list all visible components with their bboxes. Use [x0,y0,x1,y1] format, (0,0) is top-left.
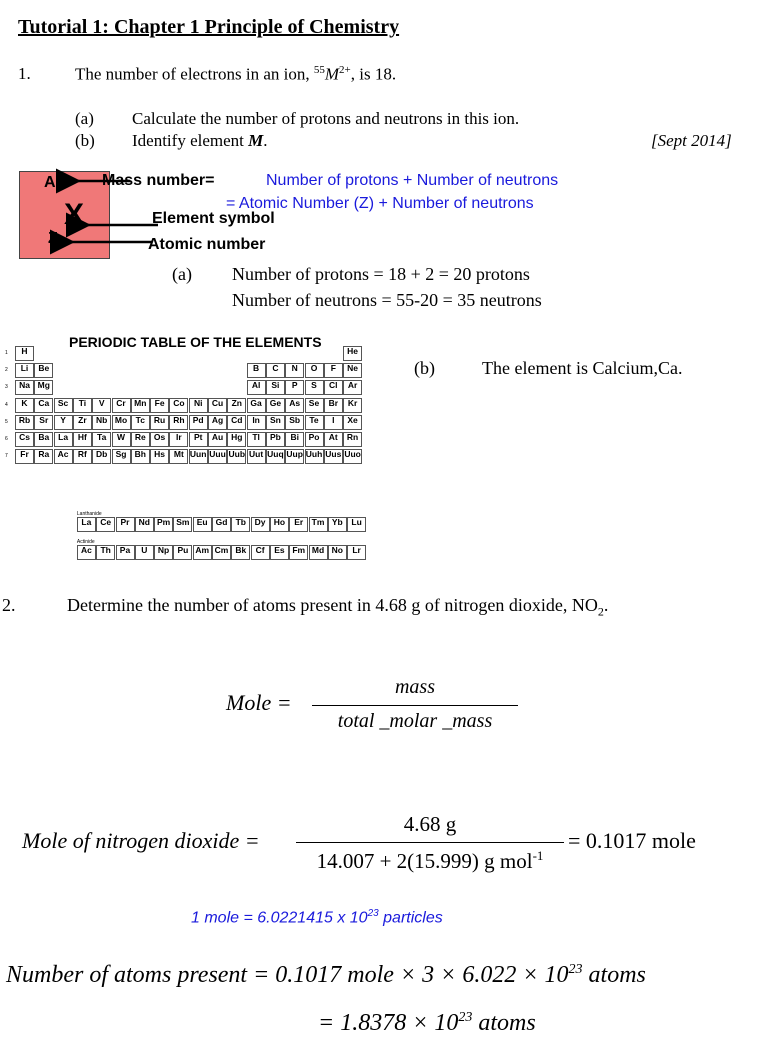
lanthanide-cell-dy: Dy [251,517,270,532]
formula-3-exponent: 23 [568,962,583,977]
element-cell-se: Se [305,398,324,413]
part-a-text: Calculate the number of protons and neutrons in this ion. [132,109,520,128]
actinide-cell-pu: Pu [173,545,192,560]
element-cell-kr: Kr [343,398,362,413]
element-cell-fe: Fe [150,398,169,413]
element-cell-uup: Uup [285,449,304,464]
answer-b-text: The element is Calcium,Ca. [482,358,683,378]
element-cell-be: Be [34,363,53,378]
period-label: 5 [5,418,8,425]
period-label: 2 [5,367,8,374]
part-b-text [132,131,268,151]
element-cell-h: H [15,346,34,361]
formula-2-lhs: Mole of nitrogen dioxide = [22,828,260,853]
element-cell-ge: Ge [266,398,285,413]
actinide-cell-u: U [135,545,154,560]
element-cell-fr: Fr [15,449,34,464]
element-cell-ne: Ne [343,363,362,378]
element-cell-o: O [305,363,324,378]
element-cell-i: I [324,415,343,430]
lanthanide-cell-pm: Pm [154,517,173,532]
element-cell-sn: Sn [266,415,285,430]
avogadro-constant [191,908,443,927]
lanthanide-cell-nd: Nd [135,517,154,532]
actinide-cell-ac: Ac [77,545,96,560]
element-cell-tc: Tc [131,415,150,430]
lanthanide-cell-sm: Sm [173,517,192,532]
ion-charge: 2+ [339,64,351,76]
element-cell-ir: Ir [169,432,188,447]
element-cell-uub: Uub [227,449,246,464]
element-cell-br: Br [324,398,343,413]
element-cell-mn: Mn [131,398,150,413]
element-cell-po: Po [305,432,324,447]
element-cell-y: Y [54,415,73,430]
element-cell-uuq: Uuq [266,449,285,464]
element-cell-v: V [92,398,111,413]
element-cell-uuo: Uuo [343,449,362,464]
question-1-text-after: , is 18. [350,64,397,84]
element-cell-rb: Rb [15,415,34,430]
formula-2-denominator-sup: -1 [532,848,544,863]
formula-2-numerator [296,812,564,837]
element-cell-ti: Ti [73,398,92,413]
element-cell-ga: Ga [247,398,266,413]
element-cell-p: P [285,380,304,395]
question-2-text [67,595,608,620]
element-cell-pd: Pd [189,415,208,430]
mass-number-definition-2: = Atomic Number (Z) + Number of neutrons [226,195,534,212]
element-cell-ag: Ag [208,415,227,430]
actinide-cell-np: Np [154,545,173,560]
answer-a-label: (a) [172,264,192,284]
formula-1-numerator: mass [394,676,435,698]
lanthanide-cell-la: La [77,517,96,532]
element-cell-zr: Zr [73,415,92,430]
element-cell-si: Si [266,380,285,395]
formula-3-line2-text: = 1.8378 × 10 [318,1010,459,1036]
formula-1-denominator: total _molar _mass [337,710,493,732]
actinide-cell-es: Es [270,545,289,560]
element-cell-rh: Rh [169,415,188,430]
element-cell-co: Co [169,398,188,413]
element-cell-hs: Hs [150,449,169,464]
question-2-number: 2. [2,595,16,615]
element-cell-in: In [247,415,266,430]
element-cell-cl: Cl [324,380,343,395]
actinide-cell-cm: Cm [212,545,231,560]
lanthanide-cell-gd: Gd [212,517,231,532]
element-cell-cr: Cr [112,398,131,413]
element-cell-re: Re [131,432,150,447]
lanthanide-cell-tb: Tb [231,517,250,532]
actinide-cell-cf: Cf [251,545,270,560]
element-cell-mo: Mo [112,415,131,430]
answer-a-protons: Number of protons = 18 + 2 = 20 protons [232,264,530,284]
formula-2-rhs: = 0.1017 mole [568,828,696,853]
element-cell-sb: Sb [285,415,304,430]
question-1-number: 1. [18,64,31,83]
periodic-table-title: PERIODIC TABLE OF THE ELEMENTS [69,334,322,350]
element-cell-au: Au [208,432,227,447]
element-cell-ba: Ba [34,432,53,447]
lanthanide-cell-eu: Eu [193,517,212,532]
element-cell-li: Li [15,363,34,378]
element-cell-hg: Hg [227,432,246,447]
period-label: 7 [5,453,8,460]
period-label: 6 [5,436,8,442]
lanthanide-cell-er: Er [289,517,308,532]
element-cell-n: N [285,363,304,378]
element-cell-tl: Tl [247,432,266,447]
period-label: 4 [5,401,8,408]
formula-3-text: Number of atoms present = 0.1017 mole × 3 × 6.022 × 10 [6,962,569,988]
element-cell-la: La [54,432,73,447]
element-cell-uut: Uut [247,449,266,464]
element-cell-ni: Ni [189,398,208,413]
period-label: 3 [5,384,8,391]
formula-2-fraction-line [296,842,564,843]
element-cell-as: As [285,398,304,413]
formula-1-lhs: Mole = [226,690,292,715]
actinide-cell-no: No [328,545,347,560]
question-1-text [75,64,396,85]
element-symbol-label: Element symbol [152,210,275,227]
element-cell-ca: Ca [34,398,53,413]
element-cell-ac: Ac [54,449,73,464]
lanthanide-cell-lu: Lu [347,517,366,532]
formula-3-line2-exponent: 23 [458,1010,473,1025]
exam-date: [Sept 2014] [651,131,732,150]
element-cell-f: F [324,363,343,378]
avogadro-exponent: 23 [367,908,379,919]
element-cell-uuu: Uuu [208,449,227,464]
element-cell-mg: Mg [34,380,53,395]
element-cell-pt: Pt [189,432,208,447]
answer-a-neutrons: Number of neutrons = 55-20 = 35 neutrons [232,290,542,310]
actinide-cell-pa: Pa [116,545,135,560]
element-cell-uus: Uus [324,449,343,464]
part-b-symbol: M [248,131,264,150]
lanthanide-cell-ho: Ho [270,517,289,532]
part-b-text-pre: Identify element [132,131,244,150]
element-cell-sr: Sr [34,415,53,430]
element-cell-ta: Ta [92,432,111,447]
element-cell-b: B [247,363,266,378]
actinide-cell-fm: Fm [289,545,308,560]
part-a-label: (a) [75,109,94,128]
element-cell-s: S [305,380,324,395]
actinide-label: Actinide [76,539,95,545]
answer-b-label: (b) [414,358,435,378]
element-cell-ra: Ra [34,449,53,464]
lanthanide-cell-ce: Ce [96,517,115,532]
element-cell-sg: Sg [112,449,131,464]
formula-3-post: atoms [582,962,646,988]
element-cell-rf: Rf [73,449,92,464]
element-cell-cu: Cu [208,398,227,413]
element-cell-uuh: Uuh [305,449,324,464]
question-2-text-main: Determine the number of atoms present in 4.68 g of nitrogen dioxide, NO [67,595,598,615]
element-cell-na: Na [15,380,34,395]
actinide-cell-th: Th [96,545,115,560]
element-cell-cd: Cd [227,415,246,430]
notation-symbol-letter: X [64,198,85,231]
element-cell-uun: Uun [189,449,208,464]
element-cell-te: Te [305,415,324,430]
actinide-cell-md: Md [309,545,328,560]
formula-3-line2-post: atoms [472,1010,536,1036]
lanthanide-cell-yb: Yb [328,517,347,532]
ion-symbol: M [324,64,340,84]
actinide-cell-bk: Bk [231,545,250,560]
notation-mass-letter: A [44,174,56,191]
ion-mass-number: 55 [313,64,325,76]
element-cell-zn: Zn [227,398,246,413]
avogadro-pre: 1 mole = 6.0221415 x 10 [191,909,368,927]
avogadro-post: particles [378,909,443,927]
element-cell-ru: Ru [150,415,169,430]
element-cell-k: K [15,398,34,413]
lanthanide-cell-tm: Tm [309,517,328,532]
element-cell-ar: Ar [343,380,362,395]
element-cell-c: C [266,363,285,378]
element-cell-bi: Bi [285,432,304,447]
formula-3-line-1 [6,962,646,989]
element-cell-pb: Pb [266,432,285,447]
periodic-table [2,330,412,570]
question-2-subscript: 2 [597,604,604,619]
element-cell-cs: Cs [15,432,34,447]
element-cell-xe: Xe [343,415,362,430]
notation-atomic-letter: Z [48,230,58,247]
part-b-label: (b) [75,131,95,150]
actinide-cell-am: Am [193,545,212,560]
element-cell-bh: Bh [131,449,150,464]
lanthanide-label: Lanthanide [76,511,102,517]
actinide-cell-lr: Lr [347,545,366,560]
element-cell-sc: Sc [54,398,73,413]
element-cell-mt: Mt [169,449,188,464]
formula-2-denominator-text: 14.007 + 2(15.999) g mol [316,849,533,873]
page-title: Tutorial 1: Chapter 1 Principle of Chemistry [18,16,400,38]
element-cell-db: Db [92,449,111,464]
formula-1-fraction-line [312,705,518,706]
period-label: 1 [5,350,8,356]
question-1-text-before: The number of electrons in an ion, [75,64,310,84]
element-cell-at: At [324,432,343,447]
element-cell-he: He [343,346,362,361]
formula-2-numerator-text: 4.68 g [403,812,457,836]
element-cell-rn: Rn [343,432,362,447]
element-cell-hf: Hf [73,432,92,447]
element-cell-nb: Nb [92,415,111,430]
element-cell-al: Al [247,380,266,395]
element-cell-os: Os [150,432,169,447]
part-b-text-post: . [263,131,268,150]
question-2-text-end: . [603,595,609,615]
mass-number-label: Mass number= [102,172,215,189]
element-cell-w: W [112,432,131,447]
formula-2-denominator [296,848,564,874]
atomic-number-label: Atomic number [148,236,266,253]
mass-number-definition-1: Number of protons + Number of neutrons [266,172,559,189]
lanthanide-cell-pr: Pr [116,517,135,532]
